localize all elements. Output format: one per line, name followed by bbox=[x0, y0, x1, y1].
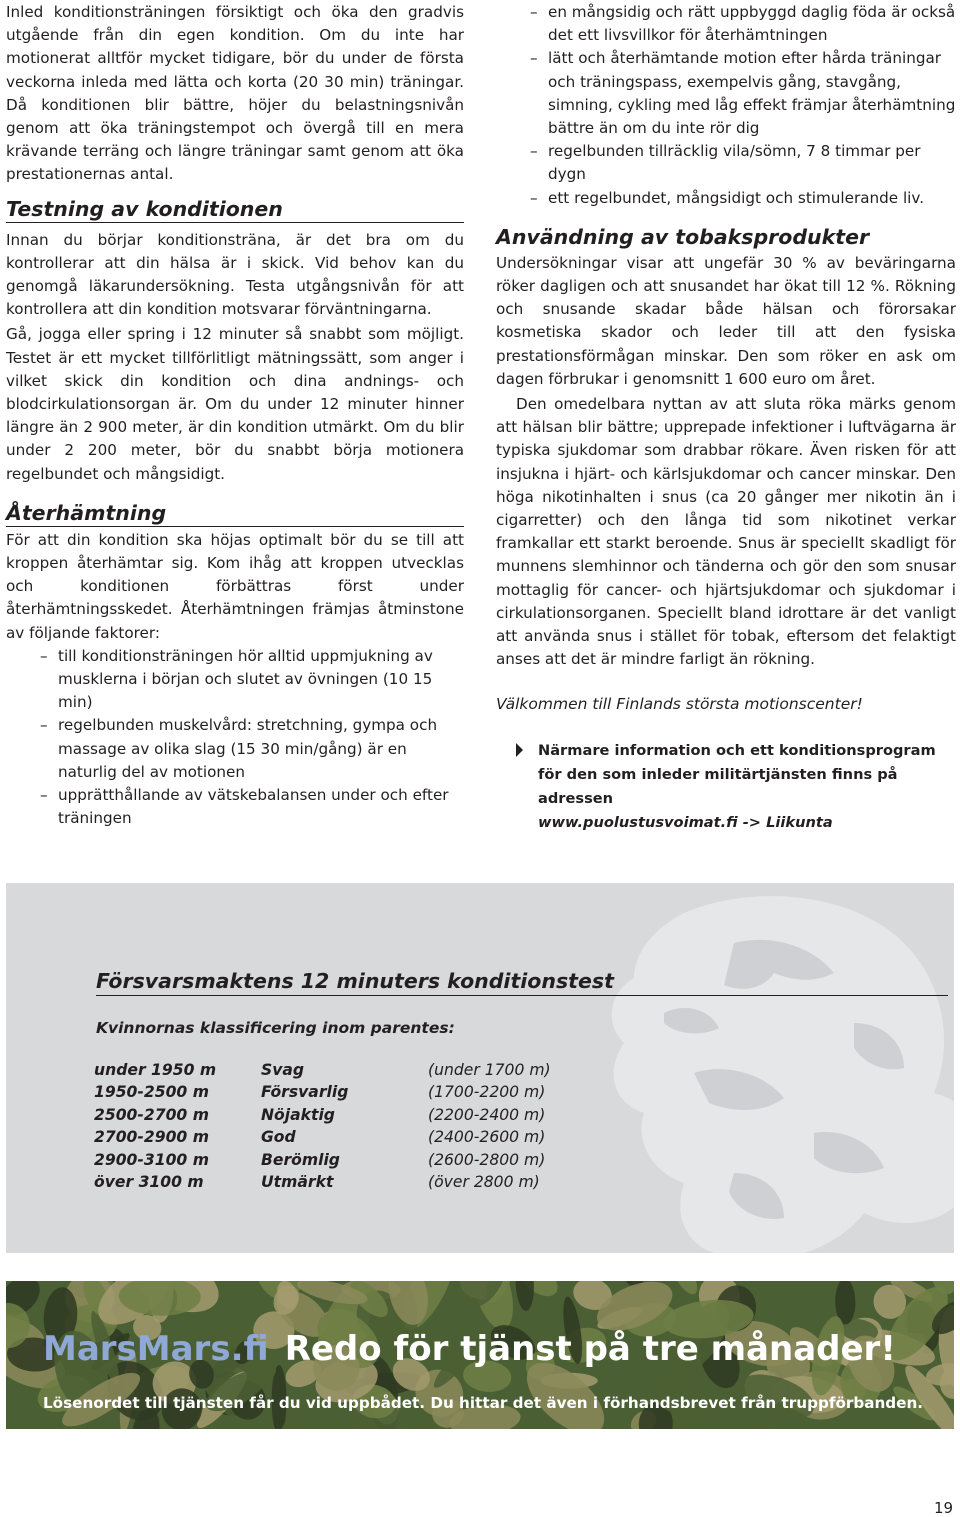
table-row bbox=[94, 1061, 608, 1083]
info-link[interactable]: www.puolustusvoimat.fi -> Liikunta bbox=[538, 813, 833, 831]
women-range-cell: (2400-2600 m) bbox=[428, 1128, 546, 1147]
women-range-cell: (över 2800 m) bbox=[428, 1172, 540, 1191]
grade-cell: Berömlig bbox=[261, 1150, 340, 1169]
recovery-paragraph: För att din kondition ska höjas optimalt bör du se till att kroppen återhämtar sig. Kom ihåg att kroppen utvecklas och konditionen förbättras först under återhämtningsskedet. Återhämtningen främjas åtminstone av följande faktorer: bbox=[6, 530, 464, 642]
grade-cell: Svag bbox=[261, 1061, 305, 1079]
camo-blob bbox=[744, 1417, 780, 1429]
women-range-cell: (1700-2200 m) bbox=[428, 1083, 546, 1102]
list-item: – upprätthållande av vätskebalansen under och efter träningen bbox=[6, 784, 464, 830]
tobacco-paragraph-2: Den omedelbara nyttan av att sluta röka märks genom att hälsan blir bättre; upprepade infektioner i luftvägarna är typiska sjukdomar som drabbar rökare. Även risken för att insjukna i hjärt- och kärlsjukdomar och cancer minskar. Den höga nikotinhalten i snus (ca 20 gånger mer nikotin än i cigarretter) och den långa tid som nikotinet verkar framkallar ett starkt beroende. Snus är speciellt skadligt för munnens slemhinnor och tänderna och gör den som snusar mottaglig för cancer- och hjärtsjukdomar och sjukdomar i cirkulationsorganen. Speciellt bland idrottare är det vanligt att använda snus i stället för tobak, eftersom det felaktigt anses att det är mindre farligt än rökning. bbox=[496, 395, 956, 669]
intro-paragraph: Inled konditionsträningen försiktigt och öka den gradvis utgående från din egen kondition. Om du inte har motionerat alltför mycket tidigare, bör du under de första veckorna inleda med lätta och korta (20 30 min) träningar. Då konditionen blir bättre, höjer du belastningsnivån genom att öka träningstempot och övergå till en mera krävande terräng och längre träningar samt genom att öka prestationernas antal. bbox=[6, 3, 464, 184]
camo-blob bbox=[514, 1281, 535, 1311]
distance-cell: 2500-2700 m bbox=[94, 1105, 209, 1124]
table-row bbox=[94, 1173, 608, 1195]
grade-cell: Försvarlig bbox=[261, 1083, 349, 1102]
welcome-text: Välkommen till Finlands största motionscenter! bbox=[496, 695, 863, 714]
list-item: – en mångsidig och rätt uppbyggd daglig föda är också det ett livsvillkor för återhämtningen bbox=[496, 1, 956, 47]
distance-cell: under 1950 m bbox=[94, 1061, 217, 1079]
distance-cell: 2700-2900 m bbox=[94, 1128, 209, 1147]
list-item: – lätt och återhämtande motion efter hårda träningar och träningspass, exempelvis gång, stavgång, simning, cykling med låg effekt främjar återhämtning bättre än om du inte rör dig bbox=[496, 47, 956, 140]
table-row bbox=[94, 1151, 608, 1173]
page-number: 19 bbox=[934, 1499, 954, 1517]
banner-brand: MarsMars.fi bbox=[43, 1329, 269, 1369]
marsmars-banner[interactable] bbox=[6, 1281, 954, 1429]
recovery-factor-list bbox=[6, 645, 464, 831]
banner-headline-text: Redo för tjänst på tre månader! bbox=[284, 1329, 896, 1369]
table-row bbox=[94, 1106, 608, 1128]
camo-blob bbox=[668, 1281, 702, 1298]
tobacco-paragraph-1: Undersökningar visar att ungefär 30 % av beväringarna röker dagligen och att snusandet har ökat till 12 %. Rökning och snusande skadar både hälsan och förorsakar kosmetiska skador och leder till att den fysiska prestationsförmågan minskar. Den som röker en ask om dagen förbrukar i genomsnitt 1 600 euro om året. bbox=[496, 253, 956, 388]
info-text: Närmare information och ett konditionsprogram för den som inleder militärtjänsten finns på adressen bbox=[538, 741, 936, 807]
table-row bbox=[94, 1083, 608, 1105]
grade-cell: Nöjaktig bbox=[261, 1105, 335, 1124]
right-column bbox=[496, 0, 956, 835]
list-item: – regelbunden muskelvård: stretchning, gympa och massage av olika slag (15 30 min/gång) är en naturlig del av motionen bbox=[6, 714, 464, 784]
women-range-cell: (2200-2400 m) bbox=[428, 1105, 546, 1124]
left-column bbox=[6, 0, 464, 831]
table-row bbox=[94, 1128, 608, 1150]
list-item: – till konditionsträningen hör alltid uppmjukning av musklerna i början och slutet av övningen (10 15 min) bbox=[6, 645, 464, 715]
fitness-test-panel bbox=[6, 883, 954, 1253]
recovery-heading: Återhämtning bbox=[6, 500, 464, 527]
distance-cell: 2900-3100 m bbox=[94, 1150, 209, 1169]
arrow-right-icon bbox=[516, 743, 523, 757]
info-box bbox=[496, 739, 956, 835]
grade-cell: Utmärkt bbox=[261, 1172, 334, 1191]
distance-cell: över 3100 m bbox=[94, 1172, 204, 1191]
list-item: – ett regelbundet, mångsidigt och stimulerande liv. bbox=[496, 187, 956, 210]
banner-headline bbox=[43, 1329, 896, 1369]
classification-table bbox=[94, 1061, 608, 1195]
women-range-cell: (2600-2800 m) bbox=[428, 1150, 546, 1169]
testing-heading: Testning av konditionen bbox=[6, 196, 464, 223]
women-range-cell: (under 1700 m) bbox=[428, 1061, 551, 1079]
testing-paragraph-2: Gå, jogga eller spring i 12 minuter så snabbt som möjligt. Testet är ett mycket tillförlitligt mätningssätt, som anger i vilket skick din kondition och dina andnings- och blodcirkulationsorgan är. Om du under 12 minuter hinner längre än 2 900 meter, är din kondition utmärkt. Om du blir under 2 200 meter, bör du snabbt börja motionera regelbundet och mångsidigt. bbox=[6, 325, 464, 483]
distance-cell: 1950-2500 m bbox=[94, 1083, 209, 1102]
grade-cell: God bbox=[261, 1128, 296, 1147]
recovery-factor-list-continued bbox=[496, 1, 956, 210]
test-panel-title: Försvarsmaktens 12 minuters konditionstest bbox=[96, 969, 948, 996]
test-panel-subtitle: Kvinnornas klassificering inom parentes: bbox=[96, 1019, 455, 1037]
tobacco-heading: Användning av tobaksprodukter bbox=[496, 224, 870, 249]
banner-subtext: Lösenordet till tjänsten får du vid uppbådet. Du hittar det även i förhandsbrevet från truppförbanden. bbox=[43, 1394, 924, 1412]
list-item: – regelbunden tillräcklig vila/sömn, 7 8 timmar per dygn bbox=[496, 140, 956, 186]
testing-paragraph-1: Innan du börjar konditionsträna, är det bra om du kontrollerar att din hälsa är i skick. Vid behov kan du genomgå läkarundersökning. Testa utgångsnivån för att kontrollera att din kondition motsvarar förväntningarna. bbox=[6, 230, 464, 319]
